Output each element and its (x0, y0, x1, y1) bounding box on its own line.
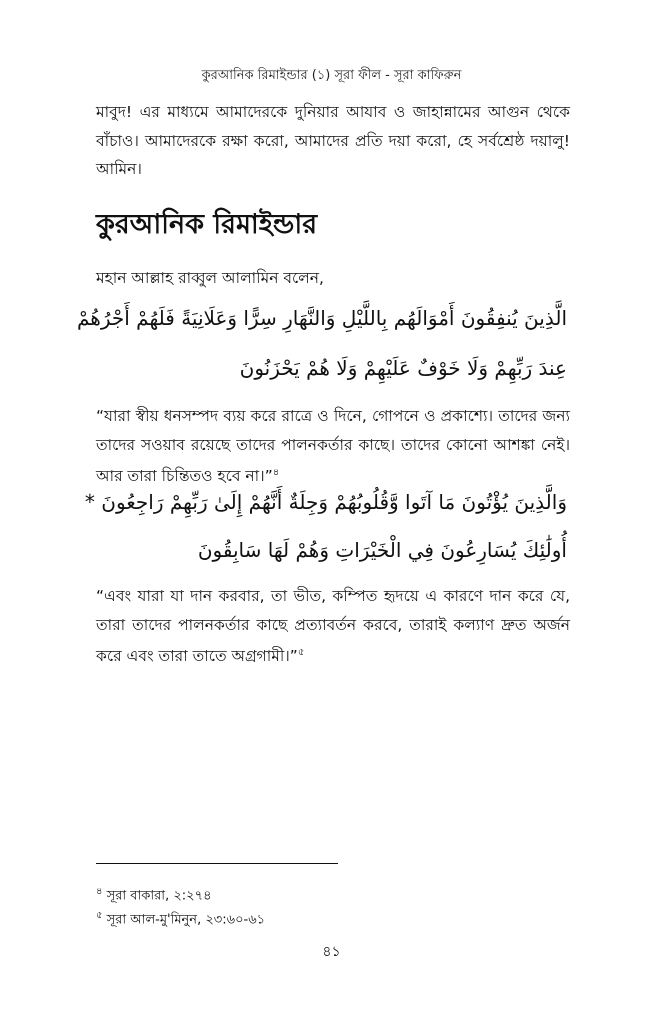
footnote (96, 906, 265, 930)
section-title: কুরআনিক রিমাইন্ডার (96, 209, 318, 240)
arabic-verse-line: الَّذِينَ يُنفِقُونَ أَمْوَالَهُم بِاللَّيْلِ وَالنَّهَارِ سِرًّا وَعَلَانِيَةً فَلَهُمْ أَجْرُهُمْ (76, 306, 567, 330)
running-header: কুরআনিক রিমাইন্ডার (১) সূরা ফীল - সূরা কাফিরুন (201, 68, 462, 83)
translation-paragraph (96, 402, 570, 491)
footnote-divider (96, 863, 338, 864)
footnote-marker: ৪ (96, 886, 103, 897)
arabic-verse-line: عِندَ رَبِّهِمْ وَلَا خَوْفٌ عَلَيْهِمْ وَلَا هُمْ يَحْزَنُونَ (239, 356, 567, 380)
footnote (96, 882, 265, 906)
page-number: ৪১ (322, 944, 341, 960)
footnote-text: সূরা আল-মু'মিনুন, ২৩:৬০-৬১ (106, 912, 266, 928)
translation-paragraph (96, 582, 570, 671)
footnotes (96, 882, 265, 931)
intro-line: মহান আল্লাহ রাব্বুল আলামিন বলেন, (96, 269, 324, 287)
arabic-verse-line: أُولَٰئِكَ يُسَارِعُونَ فِي الْخَيْرَاتِ وَهُمْ لَهَا سَابِقُونَ (197, 538, 567, 562)
footnote-ref: ৫ (297, 647, 305, 658)
translation-text: “এবং যারা যা দান করবার, তা ভীত, কম্পিত হৃদয়ে এ কারণে দান করে যে, তারা তাদের পালনকর্তার কাছে প্রত্যাবর্তন করবে, তারাই কল্যাণ দ্রুত অর্জন করে এবং তারা তাতে অগ্রগামী।” (96, 587, 570, 666)
paragraph: মাবুদ! এর মাধ্যমে আমাদেরকে দুনিয়ার আযাব ও জাহান্নামের আগুন থেকে বাঁচাও। আমাদেরকে রক্ষা করো, আমাদের প্রতি দয়া করো, হে সর্বশ্রেষ্ঠ দয়ালু! আমিন। (96, 103, 570, 178)
footnote-ref: ৪ (272, 467, 280, 478)
footnote-marker: ৫ (96, 910, 103, 922)
translation-text: “যারা স্বীয় ধনসম্পদ ব্যয় করে রাত্রে ও দিনে, গোপনে ও প্রকাশ্যে। তাদের জন্য তাদের সওয়াব রয়েছে তাদের পালনকর্তার কাছে। তাদের কোনো আশঙ্কা নেই। আর তারা চিন্তিতও হবে না।” (96, 407, 570, 486)
footnote-text: সূরা বাকারা, ২:২৭৪ (106, 888, 212, 904)
arabic-verse-line: وَالَّذِينَ يُؤْتُونَ مَا آتَوا وَّقُلُوبُهُمْ وَجِلَةٌ أَنَّهُمْ إِلَىٰ رَبِّهِمْ رَاجِعُونَ * (84, 490, 567, 514)
